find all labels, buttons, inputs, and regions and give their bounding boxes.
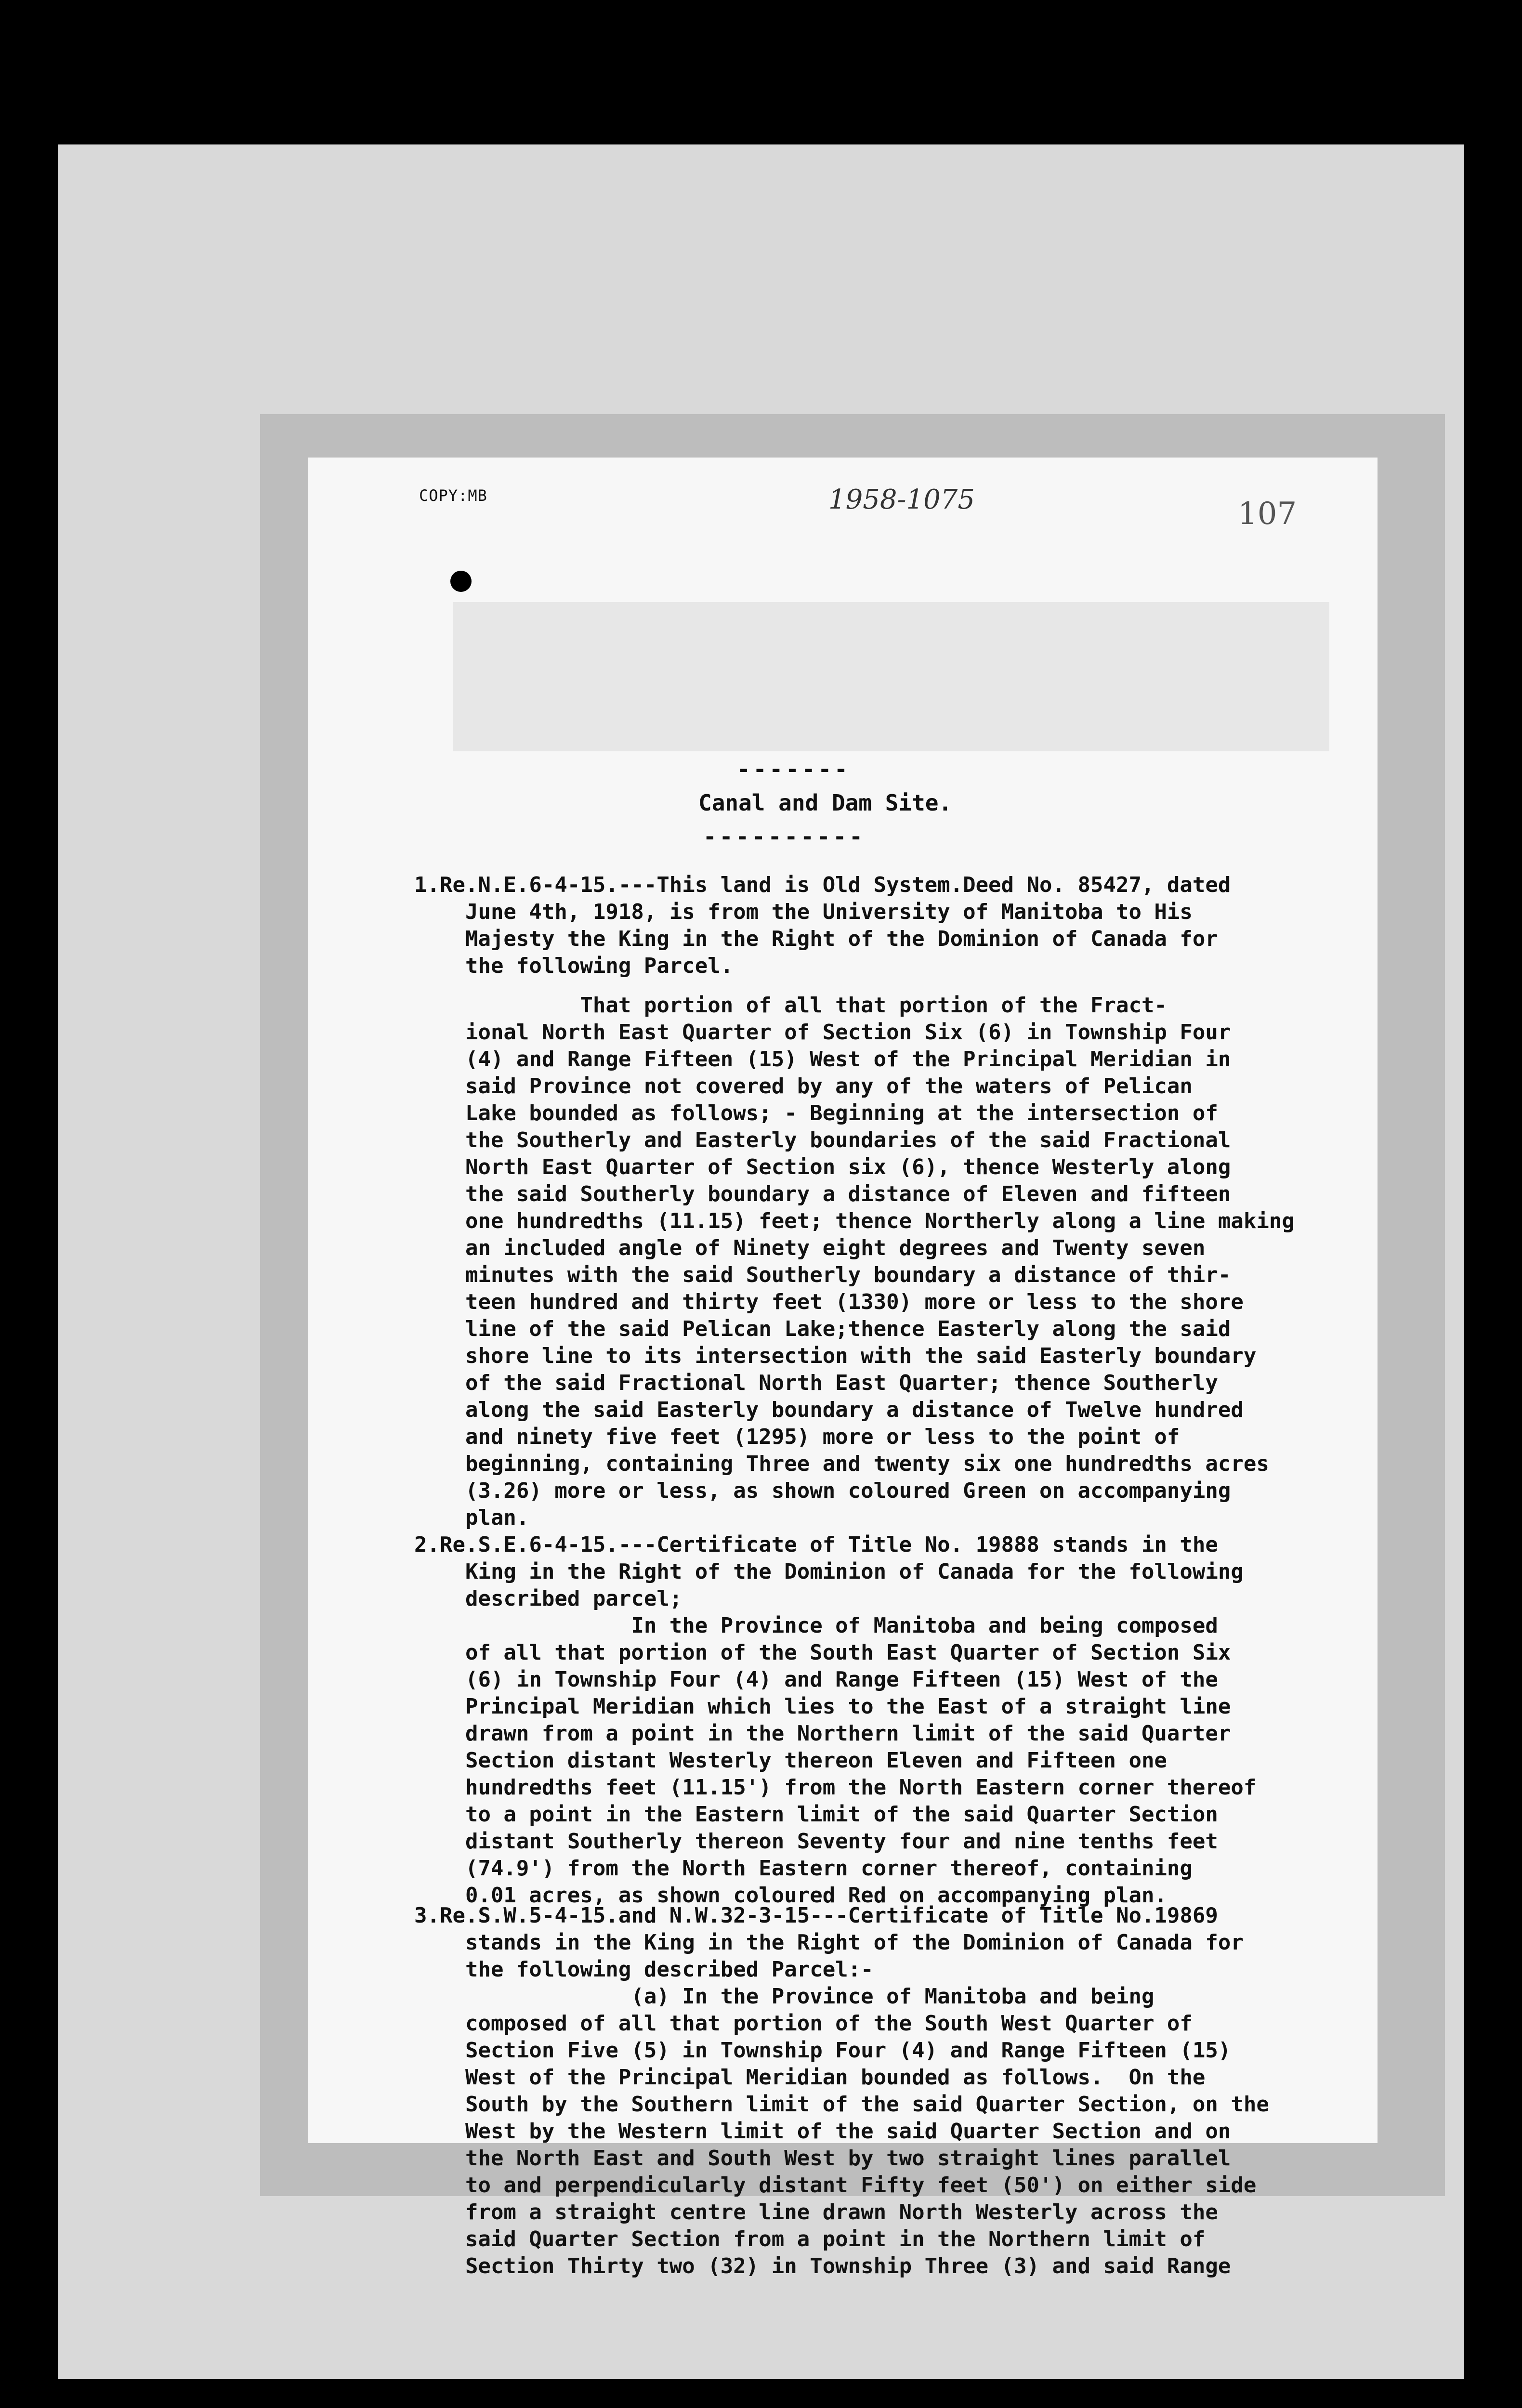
- item-1-body: That portion of all that portion of the Fract- ional North East Quarter of Section Six (6) in Township Four (4) and Range Fifteen (15) West of the Principal Meridian in said Province not covered by any of the waters of Pelican Lake bounded as follows; - Beginning at the intersection of the Southerly and Easterly boundaries of the said Fractional North East Quarter of Section six (6), thence Westerly along the said Southerly boundary a distance of Eleven and fifteen one hundredths (11.15) feet; thence Northerly along a line making an included angle of Ninety eight degrees and Twenty seven minutes with the said Southerly boundary a distance of thir- teen hundred and thirty feet (1330) more or less to the shore line of the said Pelican Lake;thence Easterly along the said shore line to its intersection with the said Easterly boundary of the said Fractional North East Quarter; thence Southerly along the said Easterly boundary a distance of Twelve hundred and ninety five feet (1295) more or less to the point of beginning, containing Three and twenty six one hundredths acres (3.26) more or less, as shown coloured Green on accompanying plan.: [465, 993, 1295, 1530]
- handwritten-reference: 1958-1075: [828, 484, 975, 515]
- punch-hole-icon: [450, 571, 472, 592]
- document-page: [308, 458, 1378, 2278]
- item-1-intro: 1.Re.N.E.6-4-15.---This land is Old System.Deed No. 85427, dated June 4th, 1918, is from the University of Manitoba to His Majesty the King in the Right of the Dominion of Canada for the following Parcel.: [414, 873, 1231, 978]
- dash-separator-top: -------: [737, 756, 851, 782]
- copy-mark: COPY:MB: [419, 486, 487, 505]
- pasted-over-strip: [453, 602, 1329, 751]
- page-number: 107: [1238, 496, 1297, 532]
- document-heading: Canal and Dam Site.: [698, 790, 952, 816]
- item-2-paragraph: 2.Re.S.E.6-4-15.---Certificate of Title No. 19888 stands in the King in the Right of the Dominion of Canada for the following described parcel; In the Province of Manitoba and being composed of all that portion of the South East Quarter of Section Six (6) in Township Four (4) and Range Fifteen (15) West of the Principal Meridian which lies to the East of a straight line drawn from a point in the Northern limit of the said Quarter Section distant Westerly thereon Eleven and Fifteen one hundredths feet (11.15') from the North Eastern corner thereof to a point in the Eastern limit of the said Quarter Section distant Southerly thereon Seventy four and nine tenths feet (74.9') from the North Eastern corner thereof, containing 0.01 acres, as shown coloured Red on accompanying plan.: [414, 1532, 1257, 1908]
- item-3-paragraph: 3.Re.S.W.5-4-15.and N.W.32-3-15---Certificate of Title No.19869 stands in the King in the Right of the Dominion of Canada for the following described Parcel:- (a) In the Province of Manitoba and being composed of all that portion of the South West Quarter of Section Five (5) in Township Four (4) and Range Fifteen (15) West of the Principal Meridian bounded as follows. On the South by the Southern limit of the said Quarter Section, on the West by the Western limit of the said Quarter Section and on the North East and South West by two straight lines parallel to and perpendicularly distant Fifty feet (50') on either side from a straight centre line drawn North Westerly across the said Quarter Section from a point in the Northern limit of Section Thirty two (32) in Township Three (3) and said Range: [414, 1903, 1269, 2278]
- dash-separator-bottom: ----------: [703, 824, 866, 850]
